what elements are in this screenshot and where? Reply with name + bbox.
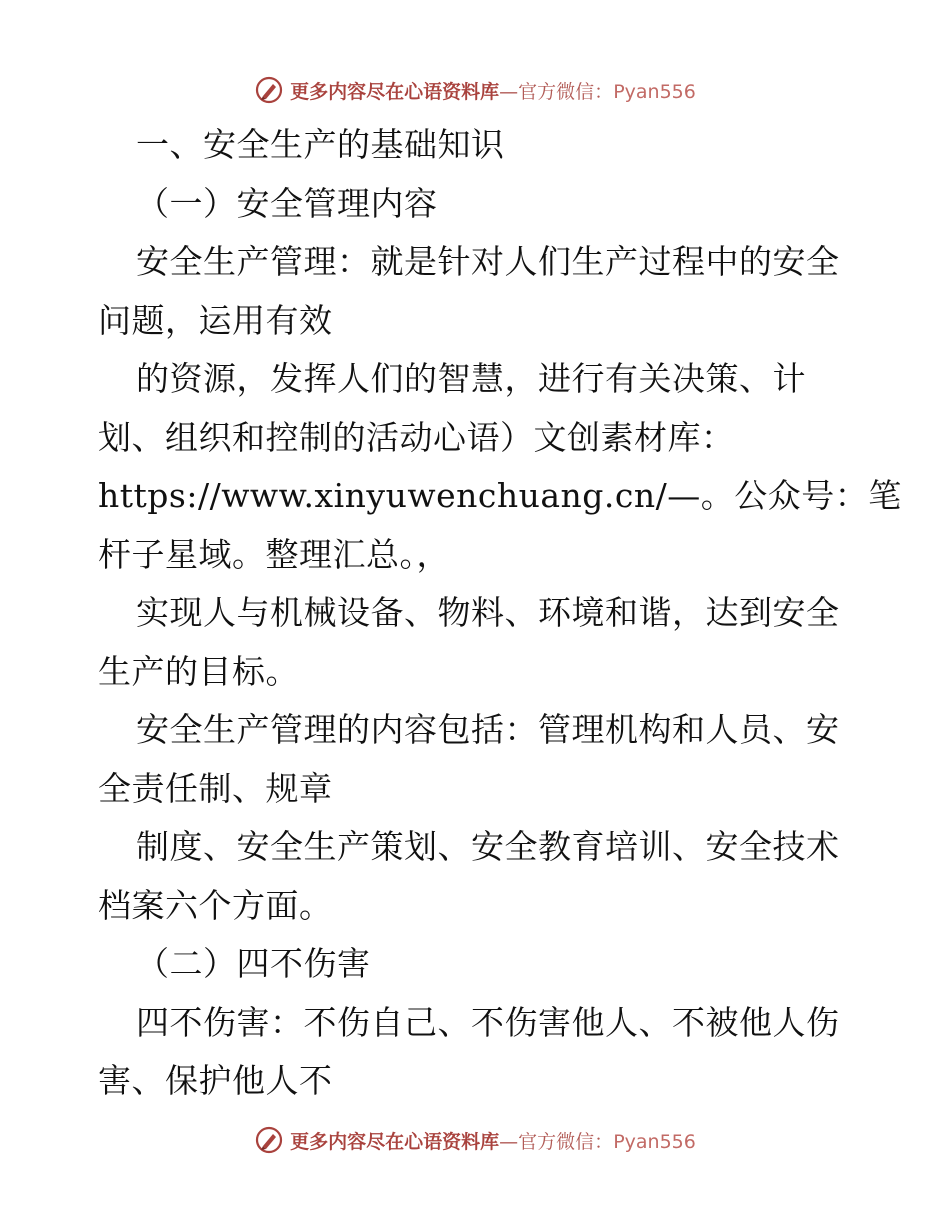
document-body xyxy=(98,116,902,1111)
watermark-id: Pyan556 xyxy=(613,80,696,103)
watermark-label: 官方微信： xyxy=(518,80,614,103)
watermark-id: Pyan556 xyxy=(613,1130,696,1153)
header-watermark xyxy=(0,70,950,110)
watermark-text xyxy=(290,1127,696,1154)
paragraph-line: 的资源，发挥人们的智慧，进行有关决策、计 xyxy=(136,359,806,398)
paragraph-line: 档案六个方面。 xyxy=(98,885,333,925)
paragraph-line: 制度、安全生产策划、安全教育培训、安全技术 xyxy=(136,827,840,866)
paragraph-line: 杆子星域。整理汇总。， xyxy=(98,534,450,574)
paragraph-line: 四不伤害：不伤自己、不伤害他人、不被他人伤 xyxy=(136,1002,840,1042)
paragraph-line: 生产的目标。 xyxy=(98,651,299,691)
paragraph-line: 实现人与机械设备、物料、环境和谐，达到安全 xyxy=(136,593,840,632)
url-line: https://www.xinyuwenchuang.cn/—。公众号：笔 xyxy=(98,476,902,515)
paragraph-line: 安全生产管理：就是针对人们生产过程中的安全 xyxy=(136,242,840,281)
pen-logo-icon xyxy=(254,1125,284,1155)
watermark-dash: — xyxy=(499,1130,519,1153)
paragraph-line: 全责任制、规章 xyxy=(98,768,333,808)
watermark-brand: 更多内容尽在心语资料库 xyxy=(290,80,500,103)
paragraph-line: 害、保护他人不 xyxy=(98,1061,333,1100)
watermark-dash: — xyxy=(499,80,519,103)
paragraph-line: 划、组织和控制的活动心语）文创素材库： xyxy=(98,417,735,457)
subsection-heading: （二）四不伤害 xyxy=(136,944,371,983)
pen-logo-icon xyxy=(254,75,284,105)
paragraph-line: 问题，运用有效 xyxy=(98,300,333,340)
subsection-heading: （一）安全管理内容 xyxy=(136,183,438,223)
paragraph-line: 安全生产管理的内容包括：管理机构和人员、安 xyxy=(136,710,840,749)
watermark-text xyxy=(290,77,696,104)
watermark-label: 官方微信： xyxy=(518,1130,614,1153)
watermark-brand: 更多内容尽在心语资料库 xyxy=(290,1130,500,1153)
footer-watermark xyxy=(0,1120,950,1160)
section-heading: 一、安全生产的基础知识 xyxy=(136,125,505,164)
